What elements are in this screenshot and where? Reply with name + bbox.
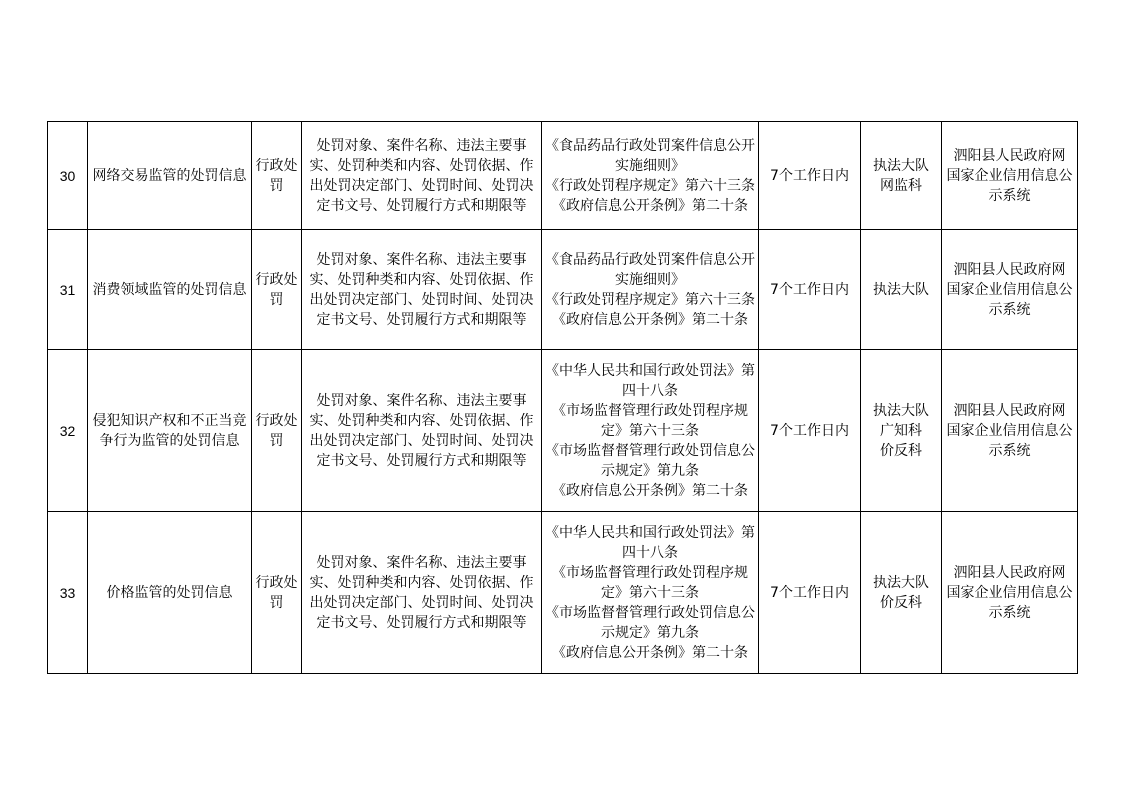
dept-line: 广知科 — [880, 422, 922, 439]
disclosure-content: 处罚对象、案件名称、违法主要事实、处罚种类和内容、处罚依据、作出处罚决定部门、处罚时间、处罚决定书文号、处罚履行方式和期限等 — [302, 350, 542, 512]
channel-line: 国家企业信用信息公示系统 — [946, 167, 1073, 204]
row-number: 32 — [48, 350, 88, 512]
table-row — [48, 512, 1078, 674]
basis-line: 《市场监督督管理行政处罚信息公示规定》第九条 — [545, 604, 755, 641]
basis-line: 《政府信息公开条例》第二十条 — [552, 311, 748, 328]
dept-line: 网监科 — [880, 177, 922, 194]
channel-line: 国家企业信用信息公示系统 — [946, 281, 1073, 318]
basis-line: 《中华人民共和国行政处罚法》第四十八条 — [545, 524, 755, 561]
disclosure-channel — [942, 230, 1078, 350]
disclosure-time: 7个工作日内 — [759, 350, 861, 512]
basis-line: 《政府信息公开条例》第二十条 — [552, 197, 748, 214]
channel-line: 国家企业信用信息公示系统 — [946, 422, 1073, 459]
item-name: 价格监管的处罚信息 — [88, 512, 252, 674]
disclosure-channel — [942, 350, 1078, 512]
basis-line: 《行政处罚程序规定》第六十三条 — [545, 177, 755, 194]
legal-basis — [542, 512, 759, 674]
responsible-dept — [861, 350, 942, 512]
table-row — [48, 230, 1078, 350]
row-number: 31 — [48, 230, 88, 350]
table-row — [48, 350, 1078, 512]
basis-line: 《行政处罚程序规定》第六十三条 — [545, 291, 755, 308]
responsible-dept — [861, 230, 942, 350]
dept-line: 执法大队 — [873, 281, 929, 298]
basis-line: 《中华人民共和国行政处罚法》第四十八条 — [545, 362, 755, 399]
dept-line: 执法大队 — [873, 157, 929, 174]
item-category: 行政处罚 — [252, 512, 302, 674]
item-category: 行政处罚 — [252, 122, 302, 230]
basis-line: 《食品药品行政处罚案件信息公开实施细则》 — [545, 137, 755, 174]
disclosure-time: 7个工作日内 — [759, 122, 861, 230]
basis-line: 《市场监督督管理行政处罚信息公示规定》第九条 — [545, 442, 755, 479]
table-row — [48, 122, 1078, 230]
legal-basis — [542, 350, 759, 512]
channel-line: 国家企业信用信息公示系统 — [946, 584, 1073, 621]
legal-basis — [542, 230, 759, 350]
disclosure-channel — [942, 512, 1078, 674]
basis-line: 《市场监督管理行政处罚程序规定》第六十三条 — [552, 564, 748, 601]
channel-line: 泗阳县人民政府网 — [953, 564, 1066, 581]
dept-line: 价反科 — [880, 594, 922, 611]
legal-basis — [542, 122, 759, 230]
responsible-dept — [861, 122, 942, 230]
basis-line: 《市场监督管理行政处罚程序规定》第六十三条 — [552, 402, 748, 439]
basis-line: 《政府信息公开条例》第二十条 — [552, 644, 748, 661]
disclosure-content: 处罚对象、案件名称、违法主要事实、处罚种类和内容、处罚依据、作出处罚决定部门、处罚时间、处罚决定书文号、处罚履行方式和期限等 — [302, 122, 542, 230]
row-number: 30 — [48, 122, 88, 230]
dept-line: 执法大队 — [873, 402, 929, 419]
item-name: 侵犯知识产权和不正当竞争行为监管的处罚信息 — [88, 350, 252, 512]
disclosure-content: 处罚对象、案件名称、违法主要事实、处罚种类和内容、处罚依据、作出处罚决定部门、处罚时间、处罚决定书文号、处罚履行方式和期限等 — [302, 512, 542, 674]
channel-line: 泗阳县人民政府网 — [953, 147, 1066, 164]
disclosure-content: 处罚对象、案件名称、违法主要事实、处罚种类和内容、处罚依据、作出处罚决定部门、处罚时间、处罚决定书文号、处罚履行方式和期限等 — [302, 230, 542, 350]
channel-line: 泗阳县人民政府网 — [953, 261, 1066, 278]
disclosure-table — [47, 121, 1078, 674]
disclosure-time: 7个工作日内 — [759, 230, 861, 350]
basis-line: 《政府信息公开条例》第二十条 — [552, 482, 748, 499]
basis-line: 《食品药品行政处罚案件信息公开实施细则》 — [545, 251, 755, 288]
dept-line: 价反科 — [880, 442, 922, 459]
dept-line: 执法大队 — [873, 574, 929, 591]
channel-line: 泗阳县人民政府网 — [953, 402, 1066, 419]
item-name: 消费领域监管的处罚信息 — [88, 230, 252, 350]
disclosure-time: 7个工作日内 — [759, 512, 861, 674]
item-category: 行政处罚 — [252, 350, 302, 512]
disclosure-channel — [942, 122, 1078, 230]
responsible-dept — [861, 512, 942, 674]
row-number: 33 — [48, 512, 88, 674]
item-category: 行政处罚 — [252, 230, 302, 350]
item-name: 网络交易监管的处罚信息 — [88, 122, 252, 230]
